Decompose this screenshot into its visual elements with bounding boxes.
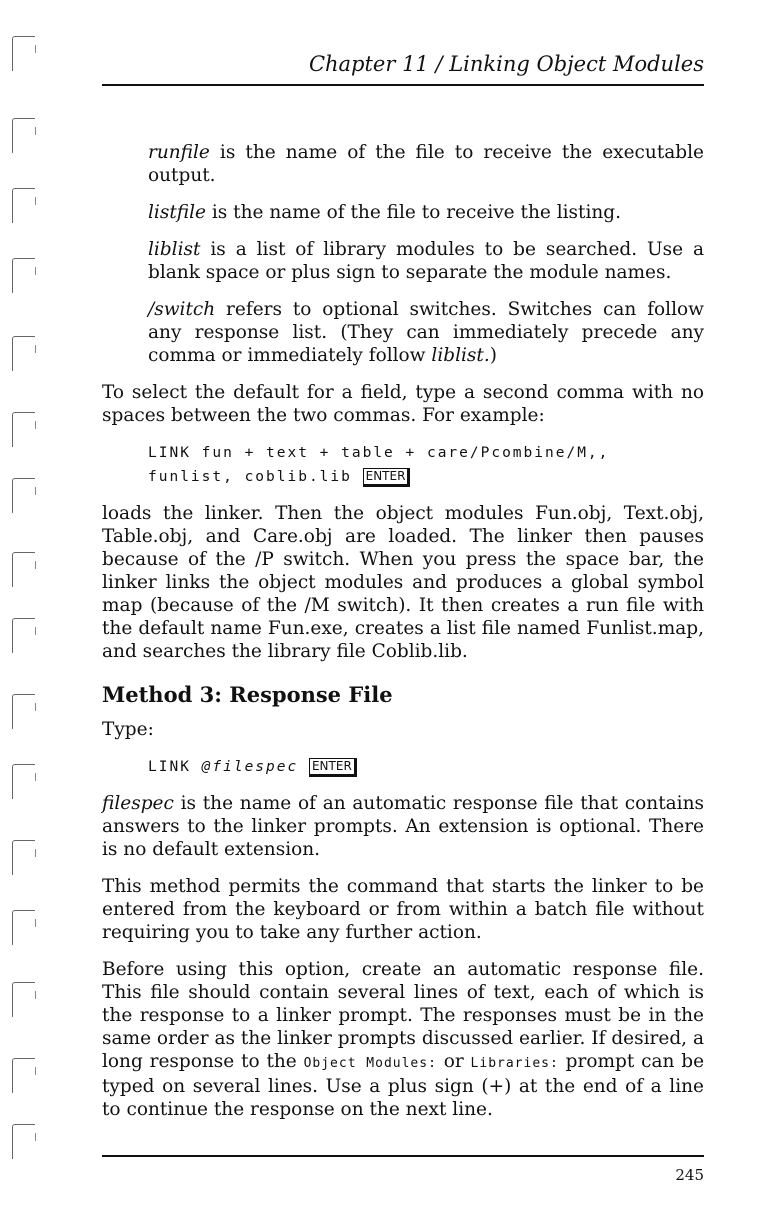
binder-hole <box>12 618 35 653</box>
paragraph-before <box>102 958 704 1121</box>
code-line-2: funlist, coblib.lib <box>148 469 363 485</box>
definition-text: refers to optional switches. Switches can follow any response list. (They can immediately precede any comma or immediately follow <box>148 299 704 366</box>
enter-key-icon: ENTER <box>363 468 411 487</box>
binder-hole <box>12 764 35 799</box>
footer-rule <box>102 1155 704 1157</box>
command-text: LINK <box>148 759 202 775</box>
section-heading: Method 3: Response File <box>102 682 393 707</box>
prompt-object-modules: Object Modules: <box>303 1056 437 1071</box>
binder-holes <box>0 0 40 1216</box>
paragraph-filespec <box>102 792 704 861</box>
binder-hole <box>12 412 35 447</box>
binder-hole <box>12 1124 35 1159</box>
page-content <box>102 141 704 1135</box>
definition-text: is a list of library modules to be searched. Use a blank space or plus sign to separate the module names. <box>148 239 704 283</box>
definition-text: is the name of the file to receive the executable output. <box>148 142 704 186</box>
enter-key-icon: ENTER <box>309 758 357 777</box>
before-text-or: or <box>436 1051 471 1072</box>
binder-hole <box>12 694 35 729</box>
page-number: 245 <box>675 1166 704 1184</box>
prompt-libraries: Libraries: <box>470 1056 559 1071</box>
command-arg: @filespec <box>201 759 299 775</box>
code-command <box>102 755 704 779</box>
definition-switch <box>102 298 704 367</box>
binder-hole <box>12 910 35 945</box>
definition-liblist <box>102 238 704 284</box>
paragraph-loads: loads the linker. Then the object modules Fun.obj, Text.obj, Table.obj, and Care.obj are loaded. The linker then pauses because of the /P switch. When you press the space bar, the linker links the object modules and produces a global symbol map (because of the /M switch). It then creates a run file with the default name Fun.exe, creates a list file named Funlist.map, and searches the library file Coblib.lib. <box>102 503 704 662</box>
binder-hole <box>12 1058 35 1093</box>
binder-hole <box>12 118 35 153</box>
definition-runfile <box>102 141 704 187</box>
binder-hole <box>12 36 35 71</box>
definition-term: /switch <box>148 299 216 320</box>
binder-hole <box>12 258 35 293</box>
before-text-2: prompt can be typed on several lines. Use a plus sign (+) at the end of a line to continue the response on the next line. <box>102 1051 705 1120</box>
binder-hole <box>12 478 35 513</box>
binder-hole <box>12 188 35 223</box>
binder-hole <box>12 840 35 875</box>
definition-text: is the name of the file to receive the listing. <box>205 202 622 223</box>
binder-hole <box>12 552 35 587</box>
type-label: Type: <box>102 719 154 740</box>
header-rule <box>102 84 704 86</box>
before-text-1: Before using this option, create an automatic response file. This file should contain several lines of text, each of which is the response to a linker prompt. The responses must be in the same order as the linker prompts discussed earlier. If desired, a long response to the <box>102 959 704 1072</box>
definition-term: runfile <box>148 142 210 163</box>
definition-term: liblist <box>148 239 201 260</box>
code-example <box>102 441 704 489</box>
definition-text-end: ) <box>489 345 497 366</box>
definition-listfile <box>102 201 704 224</box>
filespec-term: filespec <box>102 793 174 814</box>
paragraph-permits: This method permits the command that starts the linker to be entered from the keyboard or from within a batch file without requiring you to take any further action. <box>102 876 704 943</box>
code-line-1: LINK fun + text + table + care/Pcombine/M,, <box>148 445 610 461</box>
binder-hole <box>12 336 35 371</box>
binder-hole <box>12 982 35 1017</box>
definition-italic: liblist. <box>431 345 490 366</box>
filespec-text: is the name of an automatic response file that contains answers to the linker prompts. An extension is optional. There is no default extension. <box>102 793 704 860</box>
chapter-header: Chapter 11 / Linking Object Modules <box>308 52 704 76</box>
definition-term: listfile <box>148 202 206 223</box>
paragraph-default: To select the default for a field, type a second comma with no spaces between the two commas. For example: <box>102 382 704 426</box>
